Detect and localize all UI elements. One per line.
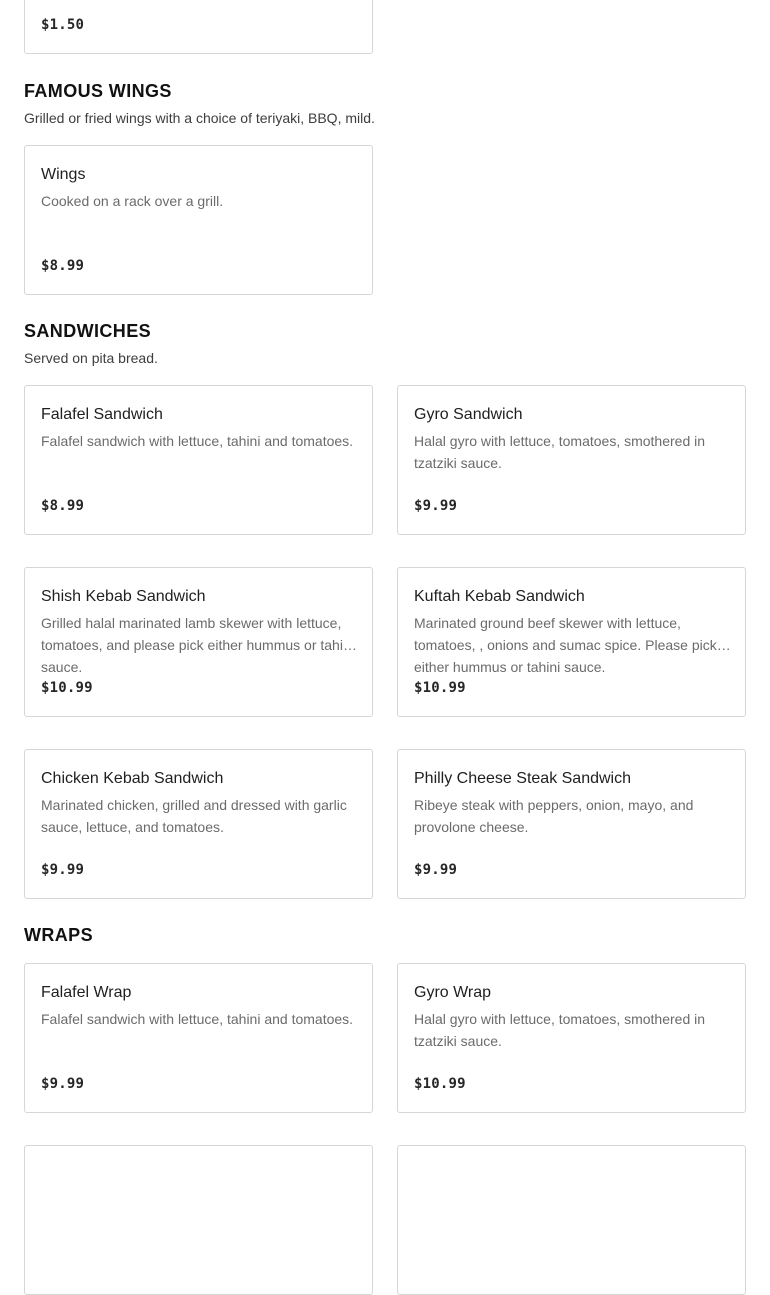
menu-item-price: $10.99 xyxy=(41,680,93,696)
menu-item-name: Shish Kebab Sandwich xyxy=(41,588,206,605)
menu-item-card[interactable] xyxy=(397,1145,746,1295)
menu-item-price: $9.99 xyxy=(41,862,85,878)
menu-item-price: $10.99 xyxy=(414,1076,466,1092)
menu-item-card[interactable] xyxy=(24,0,373,54)
menu-item-description: Falafel sandwich with lettuce, tahini and tomatoes. xyxy=(41,433,354,449)
menu-item-card-gyro-sandwich[interactable] xyxy=(397,385,746,535)
menu-item-name: Kuftah Kebab Sandwich xyxy=(414,588,585,605)
menu-item-name: Gyro Sandwich xyxy=(414,406,523,423)
menu-item-card[interactable] xyxy=(24,1145,373,1295)
menu-item-name: Chicken Kebab Sandwich xyxy=(41,770,224,787)
menu-item-description: Ribeye steak with peppers, onion, mayo, and provolone cheese. xyxy=(414,797,694,835)
menu-item-price: $9.99 xyxy=(41,1076,85,1092)
menu-item-name: Philly Cheese Steak Sandwich xyxy=(414,770,632,787)
menu-item-card-philly-cheese-steak-sandwich[interactable] xyxy=(397,749,746,899)
menu-item-description: Falafel sandwich with lettuce, tahini and tomatoes. xyxy=(41,1011,354,1027)
menu-item-card-wings[interactable] xyxy=(24,145,373,295)
menu-item-description: Grilled halal marinated lamb skewer with lettuce, tomatoes, and please pick either hummus or tahini sauce. xyxy=(41,615,354,675)
section-title-famous-wings: FAMOUS WINGS xyxy=(24,81,172,101)
menu-item-price: $9.99 xyxy=(414,498,458,514)
menu-item-description: Marinated chicken, grilled and dressed with garlic sauce, lettuce, and tomatoes. xyxy=(41,797,347,835)
menu-item-name: Gyro Wrap xyxy=(414,984,492,1001)
menu-item-price: $1.50 xyxy=(41,17,85,33)
menu-item-card-kuftah-kebab-sandwich[interactable] xyxy=(397,567,746,717)
section-description-famous-wings: Grilled or fried wings with a choice of teriyaki, BBQ, mild. xyxy=(24,110,375,126)
menu-item-card-shish-kebab-sandwich[interactable] xyxy=(24,567,373,717)
menu-item-description: Halal gyro with lettuce, tomatoes, smothered in tzatziki sauce. xyxy=(414,1011,706,1049)
menu-item-name: Falafel Wrap xyxy=(41,984,132,1001)
menu-item-price: $8.99 xyxy=(41,258,85,274)
menu-item-name: Wings xyxy=(41,166,86,183)
menu-item-price: $8.99 xyxy=(41,498,85,514)
menu-item-price: $9.99 xyxy=(414,862,458,878)
menu-item-description: Marinated ground beef skewer with lettuce, tomatoes, , onions and sumac spice. Please pick either hummus or tahini sauce. xyxy=(414,615,717,675)
section-title-wraps: WRAPS xyxy=(24,925,93,945)
menu-item-price: $10.99 xyxy=(414,680,466,696)
menu-item-card-falafel-wrap[interactable] xyxy=(24,963,373,1113)
menu-item-card-chicken-kebab-sandwich[interactable] xyxy=(24,749,373,899)
menu-item-description: Cooked on a rack over a grill. xyxy=(41,193,224,209)
section-title-sandwiches: SANDWICHES xyxy=(24,321,152,341)
menu-item-card-falafel-sandwich[interactable] xyxy=(24,385,373,535)
menu-item-name: Falafel Sandwich xyxy=(41,406,163,423)
menu-item-description: Halal gyro with lettuce, tomatoes, smothered in tzatziki sauce. xyxy=(414,433,706,471)
menu-item-card-gyro-wrap[interactable] xyxy=(397,963,746,1113)
section-description-sandwiches: Served on pita bread. xyxy=(24,350,158,366)
